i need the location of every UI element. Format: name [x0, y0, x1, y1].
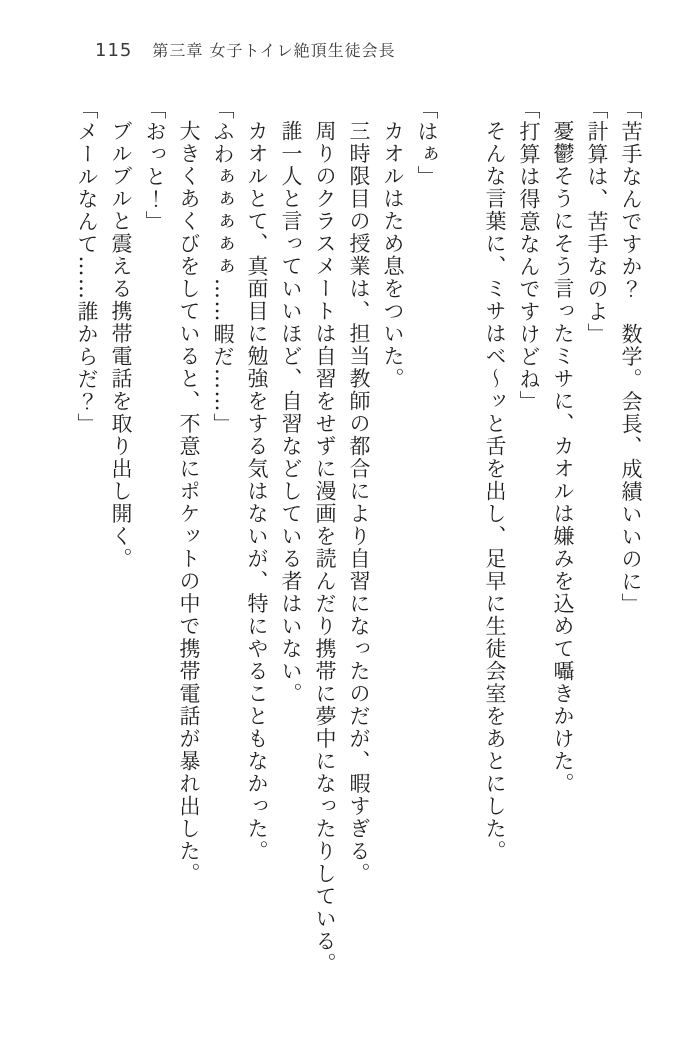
page-number: 115 [95, 40, 133, 61]
paragraph-dialogue: 「打算は得意なんですけどね」 [517, 98, 541, 413]
paragraph-dialogue: 「はぁ」 [415, 98, 439, 188]
paragraph-dialogue: 「メールなんて……誰からだ？」 [75, 98, 99, 436]
page-header [95, 38, 396, 61]
paragraph-narration: そんな言葉に、ミサはベ〜ッと舌を出し、足早に生徒会室をあとにした。 [483, 120, 507, 863]
paragraph-narration: 憂鬱そうにそう言ったミサに、カオルは嫌みを込めて囁きかけた。 [551, 120, 575, 795]
paragraph-dialogue: 「苦手なんですか？ 数学。会長、成績いいのに」 [619, 98, 643, 616]
paragraph-narration: カオルとて、真面目に勉強をする気はないが、特にやることもなかった。 [245, 120, 269, 863]
paragraph-narration: 三時限目の授業は、担当教師の都合により自習になったのだが、暇すぎる。 [347, 120, 371, 885]
chapter-title: 第三章 女子トイレ絶頂生徒会長 [152, 41, 396, 60]
paragraph-dialogue: 「ふわぁぁぁぁぁ……暇だ……」 [211, 98, 235, 436]
paragraph-dialogue: 「おっと！」 [143, 98, 167, 233]
paragraph-narration: 大きくあくびをしていると、不意にポケットの中で携帯電話が暴れ出した。 [177, 120, 201, 885]
paragraph-narration: ブルブルと震える携帯電話を取り出し開く。 [109, 120, 133, 570]
body-text [70, 98, 648, 1000]
paragraph-narration: 誰一人と言っていいほど、自習などしている者はいない。 [279, 120, 303, 705]
paragraph-dialogue: 「計算は、苦手なのよ」 [585, 98, 609, 346]
paragraph-narration: カオルはため息をついた。 [381, 120, 405, 390]
paragraph-narration: 周りのクラスメートは自習をせずに漫画を読んだり携帯に夢中になったりしている。 [313, 120, 337, 975]
